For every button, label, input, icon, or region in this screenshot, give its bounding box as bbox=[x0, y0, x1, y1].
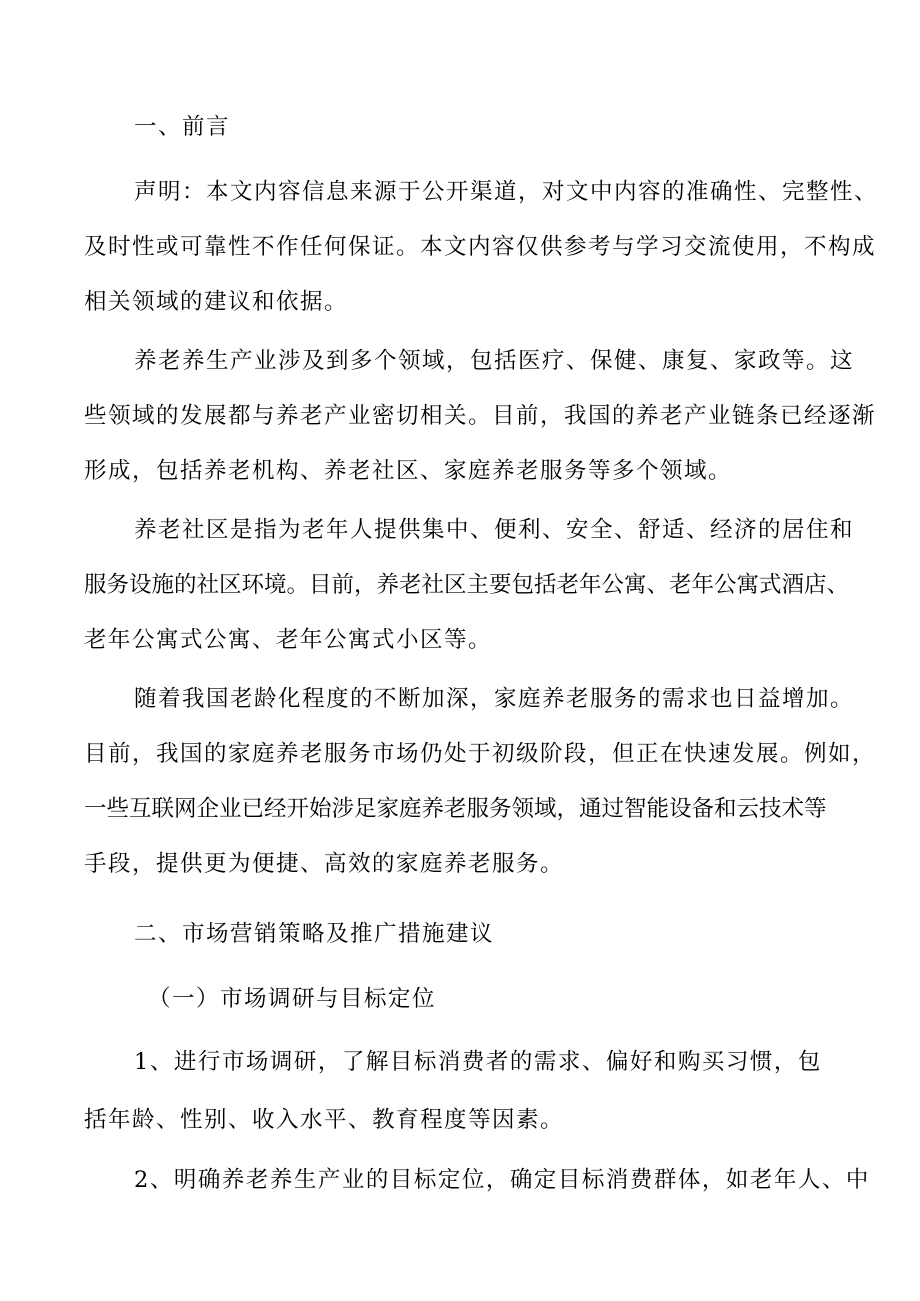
paragraph-2-line-2: 服务设施的社区环境。目前，养老社区主要包括老年公寓、老年公寓式酒店、 bbox=[84, 572, 850, 598]
paragraph-1-line-3: 形成，包括养老机构、养老社区、家庭养老服务等多个领域。 bbox=[84, 458, 733, 484]
paragraph-1-line-1: 养老养生产业涉及到多个领域，包括医疗、保健、康复、家政等。这 bbox=[134, 348, 855, 374]
subsection-heading-research: （一）市场调研与目标定位 bbox=[148, 986, 437, 1012]
disclaimer-line-1: 声明：本文内容信息来源于公开渠道，对文中内容的准确性、完整性、 bbox=[134, 179, 879, 205]
disclaimer-line-2: 及时性或可靠性不作任何保证。本文内容仅供参考与学习交流使用，不构成 bbox=[84, 234, 877, 260]
item-1-line-2: 括年龄、性别、收入水平、教育程度等因素。 bbox=[84, 1107, 565, 1133]
paragraph-1-line-2: 些领域的发展都与养老产业密切相关。目前，我国的养老产业链条已经逐渐 bbox=[84, 403, 877, 429]
paragraph-3-line-1: 随着我国老龄化程度的不断加深，家庭养老服务的需求也日益增加。 bbox=[134, 686, 855, 712]
item-2-line-1: 2、明确养老养生产业的目标定位，确定目标消费群体，如老年人、中 bbox=[134, 1167, 870, 1193]
paragraph-3-line-3: 一些互联网企业已经开始涉足家庭养老服务领域，通过智能设备和云技术等 bbox=[84, 796, 827, 822]
paragraph-2-line-3: 老年公寓式公寓、老年公寓式小区等。 bbox=[84, 627, 493, 653]
paragraph-2-line-1: 养老社区是指为老年人提供集中、便利、安全、舒适、经济的居住和 bbox=[134, 517, 855, 543]
section-heading-preface: 一、前言 bbox=[134, 114, 231, 140]
paragraph-3-line-4: 手段，提供更为便捷、高效的家庭养老服务。 bbox=[84, 851, 565, 877]
paragraph-3-line-2: 目前，我国的家庭养老服务市场仍处于初级阶段，但正在快速发展。例如， bbox=[84, 741, 877, 767]
item-1-line-1: 1、进行市场调研，了解目标消费者的需求、偏好和购买习惯，包 bbox=[134, 1049, 822, 1075]
disclaimer-line-3: 相关领域的建议和依据。 bbox=[84, 289, 349, 315]
section-heading-marketing: 二、市场营销策略及推广措施建议 bbox=[134, 921, 495, 947]
